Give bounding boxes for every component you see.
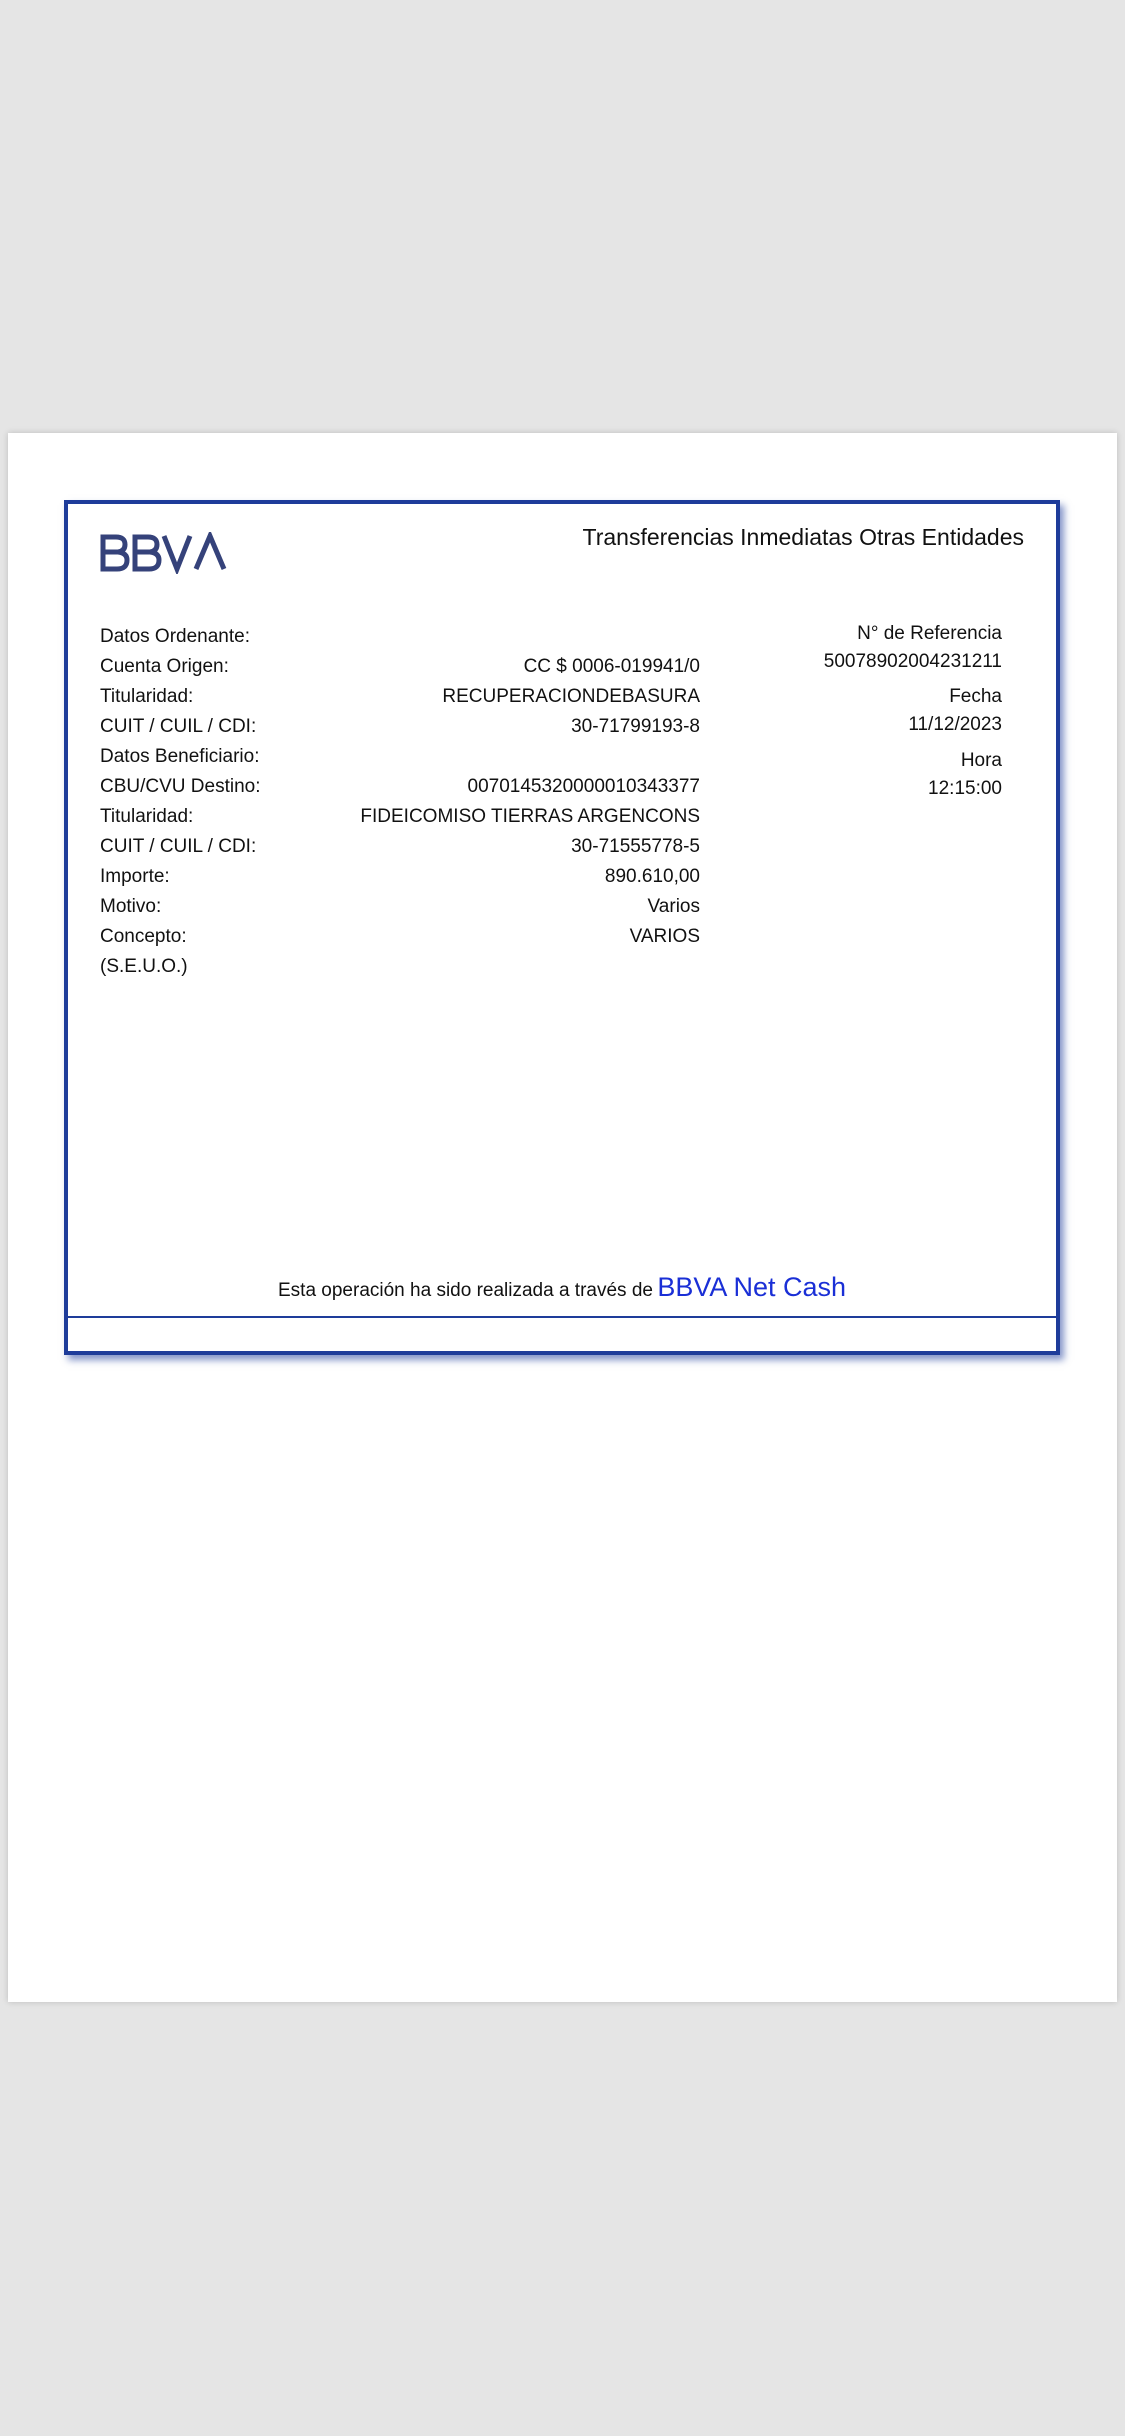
bbva-logo (100, 532, 234, 574)
row-label: (S.E.U.O.) (100, 956, 188, 977)
date-value: 11/12/2023 (908, 714, 1002, 735)
frame-divider (64, 1316, 1060, 1318)
row-cuit-destino (100, 836, 700, 864)
row-titularidad-origen (100, 686, 700, 714)
row-label: Datos Ordenante: (100, 626, 250, 647)
row-value: Varios (647, 896, 700, 917)
date-label: Fecha (949, 686, 1002, 707)
row-datos-ordenante (100, 626, 700, 654)
document-title: Transferencias Inmediatas Otras Entidades (582, 524, 1024, 550)
row-label: Cuenta Origen: (100, 656, 229, 677)
row-label: Titularidad: (100, 686, 194, 707)
row-cbu-destino (100, 776, 700, 804)
row-cuit-origen (100, 716, 700, 744)
row-value: FIDEICOMISO TIERRAS ARGENCONS (360, 806, 700, 827)
row-value: VARIOS (629, 926, 700, 947)
row-value: RECUPERACIONDEBASURA (442, 686, 700, 707)
row-datos-beneficiario (100, 746, 700, 774)
footer-text: Esta operación ha sido realizada a través de (278, 1280, 653, 1301)
row-value: 30-71799193-8 (571, 716, 700, 737)
row-titularidad-destino (100, 806, 700, 834)
row-value: 30-71555778-5 (571, 836, 700, 857)
row-motivo (100, 896, 700, 924)
row-cuenta-origen (100, 656, 700, 684)
row-importe (100, 866, 700, 894)
receipt-frame (64, 500, 1060, 1355)
time-label: Hora (960, 750, 1002, 771)
row-seuo (100, 956, 700, 984)
footer-note (68, 1272, 1056, 1303)
row-concepto (100, 926, 700, 954)
row-value: 890.610,00 (604, 866, 700, 887)
document-page (8, 433, 1117, 2002)
row-value: CC $ 0006-019941/0 (523, 656, 700, 677)
row-label: CBU/CVU Destino: (100, 776, 261, 797)
row-value: 0070145320000010343377 (467, 776, 700, 797)
reference-value: 50078902004231211 (823, 651, 1002, 672)
row-label: Importe: (100, 866, 170, 887)
row-label: Concepto: (100, 926, 187, 947)
row-label: Motivo: (100, 896, 162, 917)
row-label: CUIT / CUIL / CDI: (100, 716, 257, 737)
footer-brand-link[interactable]: BBVA Net Cash (657, 1272, 846, 1302)
row-label: Titularidad: (100, 806, 194, 827)
time-value: 12:15:00 (928, 778, 1002, 799)
row-label: Datos Beneficiario: (100, 746, 260, 767)
row-label: CUIT / CUIL / CDI: (100, 836, 257, 857)
reference-label: N° de Referencia (857, 623, 1002, 644)
